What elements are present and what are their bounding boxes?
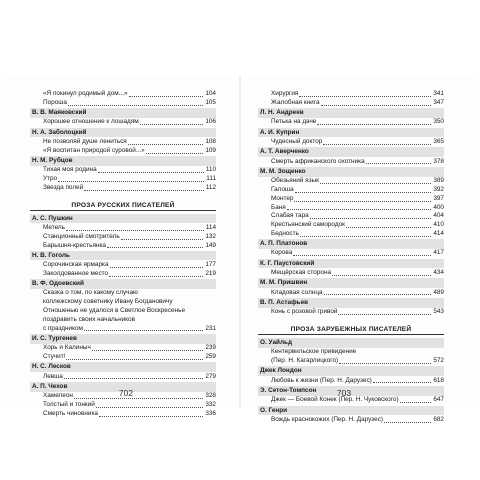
entry-page-number: 108: [205, 137, 216, 145]
toc-entry: [30, 270, 216, 279]
entry-page-number: 365: [433, 137, 444, 145]
entry-page-number: 259: [205, 353, 216, 361]
toc-entry: [258, 195, 444, 204]
entry-title: Бедность: [271, 229, 299, 237]
leader-dots: [324, 293, 432, 295]
leader-dots: [84, 189, 204, 191]
toc-entry: [258, 118, 444, 127]
entry-title: Корова: [271, 249, 293, 257]
leader-dots: [128, 143, 204, 145]
author-name: А. С. Пушкин: [30, 214, 216, 224]
entry-page-number: 378: [433, 157, 444, 165]
toc-entry: [30, 166, 216, 175]
entry-page-number: 417: [433, 249, 444, 257]
entry-title: Любовь к жизни (Пер. Н. Дарузес): [271, 376, 372, 384]
leader-dots: [109, 275, 203, 277]
entry-title: Хорошее отношение к лошадям: [43, 118, 139, 126]
toc-entry-line: Кентервильское привидение: [271, 348, 357, 356]
toc-entry-line: Отношенью не удалося в Светлое Воскресенье: [43, 307, 186, 315]
author-name: Э. Сетон-Томпсон: [258, 386, 444, 396]
left-page-number: 702: [118, 388, 134, 398]
toc-entry: [30, 99, 216, 108]
toc-entry: [30, 118, 216, 127]
entry-page-number: 149: [205, 241, 216, 249]
entry-page-number: 332: [205, 400, 216, 408]
entry-title: Сорочинская ярмарка: [43, 261, 109, 269]
entry-title: Конь с розовой гривой: [271, 308, 338, 316]
toc-entry: [258, 212, 444, 221]
leader-dots: [332, 274, 431, 276]
toc-entry: [258, 230, 444, 239]
leader-dots: [317, 123, 431, 125]
entry-title: Тихая моя родина: [43, 166, 97, 174]
author-name: В. В. Маяковский: [30, 108, 216, 118]
toc-entry: [258, 308, 444, 317]
entry-page-number: 177: [205, 261, 216, 269]
toc-entry: [258, 416, 444, 425]
entry-title: Джек — Боевой Конек (Пер. Н. Чуковского): [271, 396, 399, 404]
entry-title: Петька на даче: [271, 118, 317, 126]
entry-title: Галоша: [271, 185, 294, 193]
entry-page-number: 239: [205, 344, 216, 352]
toc-entry: [30, 233, 216, 242]
leader-dots: [295, 191, 432, 193]
entry-title: «Я покинул родимый дом...»: [43, 90, 128, 97]
entry-page-number: 106: [205, 118, 216, 126]
toc-entry-line: поздравить своих начальников: [43, 315, 135, 323]
leader-dots: [300, 235, 431, 237]
entry-page-number: 105: [205, 98, 216, 106]
section-heading: ПРОЗА РУССКИХ ПИСАТЕЛЕЙ: [30, 201, 216, 211]
toc-entry: [258, 138, 444, 147]
toc-entry-line: Сказка о том, по какому случаю: [43, 289, 138, 297]
toc-entry: [30, 175, 216, 184]
entry-title: Хирургия: [271, 90, 299, 97]
entry-page-number: 434: [433, 269, 444, 277]
entry-page-number: 109: [205, 146, 216, 154]
author-name: Н. М. Рубцов: [30, 156, 216, 166]
entry-title: Утро: [43, 175, 58, 183]
author-name: А. И. Куприн: [258, 128, 444, 138]
leader-dots: [339, 362, 431, 364]
toc-entry: [30, 401, 216, 410]
toc-entry: [258, 249, 444, 258]
entry-title: Толстый и тонкий: [43, 400, 95, 408]
entry-page-number: 350: [433, 118, 444, 126]
toc-entry: [258, 289, 444, 298]
entry-page-number: 336: [205, 409, 216, 417]
entry-title: Слабая тара: [271, 212, 309, 220]
author-name: М. М. Пришвин: [258, 278, 444, 288]
leader-dots: [321, 104, 432, 106]
leader-dots: [400, 401, 432, 403]
author-name: О. Генри: [258, 406, 444, 416]
toc-entry: [30, 242, 216, 251]
toc-entry: [258, 158, 444, 167]
entry-title: Чудесный доктор: [271, 137, 323, 145]
leader-dots: [146, 152, 204, 154]
entry-title: Метель: [43, 223, 65, 231]
entry-page-number: 543: [433, 308, 444, 316]
entry-title: Пороша: [43, 98, 67, 106]
author-name: А. Т. Аверченко: [258, 147, 444, 157]
leader-dots: [96, 406, 204, 408]
entry-page-number: 389: [433, 177, 444, 185]
leader-dots: [84, 329, 203, 331]
entry-title: Кладовая солнца: [271, 288, 323, 296]
toc-entry: [258, 377, 444, 386]
right-page-contents: [258, 90, 444, 425]
entry-page-number: 111: [206, 175, 216, 183]
leader-dots: [293, 254, 431, 256]
toc-entry: [258, 177, 444, 186]
entry-title: Вождь краснокожих (Пер. Н. Дарузес): [271, 415, 384, 423]
leader-dots: [310, 217, 432, 219]
toc-entry: [258, 357, 444, 366]
toc-entry: [30, 261, 216, 270]
right-page-number: 703: [336, 388, 352, 398]
entry-title: Жалобная книга: [271, 98, 320, 106]
leader-dots: [366, 162, 432, 164]
book-gutter: [239, 76, 241, 408]
leader-dots: [107, 246, 203, 248]
author-name: К. Г. Паустовский: [258, 259, 444, 269]
toc-entry: [258, 99, 444, 108]
leader-dots: [68, 104, 203, 106]
toc-entry: [258, 221, 444, 230]
entry-title: Заколдованное место: [43, 269, 109, 277]
toc-entry: [258, 90, 444, 99]
entry-page-number: 347: [433, 98, 444, 106]
entry-title: (Пер. Н. Кагарлицкого): [271, 356, 339, 364]
toc-entry: [30, 373, 216, 382]
author-name: И. С. Тургенев: [30, 334, 216, 344]
entry-title: Хамелеон: [43, 392, 73, 400]
entry-page-number: 618: [433, 376, 444, 384]
entry-title: Крестьянский самородок: [271, 221, 345, 229]
toc-entry: [30, 184, 216, 193]
leader-dots: [64, 377, 204, 379]
leader-dots: [320, 182, 431, 184]
entry-title: Баня: [271, 203, 286, 211]
entry-title: Не позволяй душе лениться: [43, 137, 127, 145]
entry-page-number: 647: [433, 396, 444, 404]
entry-page-number: 231: [205, 324, 216, 332]
author-name: В. Ф. Одоевский: [30, 279, 216, 289]
toc-entry: [258, 204, 444, 213]
toc-entry: [30, 147, 216, 156]
leader-dots: [384, 421, 431, 423]
leader-dots: [346, 226, 431, 228]
entry-page-number: 132: [205, 232, 216, 240]
entry-page-number: 341: [433, 90, 444, 97]
entry-page-number: 392: [433, 185, 444, 193]
toc-entry: [30, 138, 216, 147]
entry-page-number: 112: [205, 183, 216, 191]
toc-entry: [258, 186, 444, 195]
left-page-contents: [30, 90, 216, 419]
leader-dots: [99, 415, 203, 417]
leader-dots: [338, 313, 431, 315]
entry-page-number: 682: [433, 415, 444, 423]
entry-title: Смерть африканского охотника: [271, 157, 365, 165]
leader-dots: [294, 200, 431, 202]
leader-dots: [373, 381, 432, 383]
entry-title: Стучит!: [43, 353, 66, 361]
entry-page-number: 489: [433, 288, 444, 296]
entry-page-number: 404: [433, 212, 444, 220]
leader-dots: [323, 143, 431, 145]
author-name: Н. В. Гоголь: [30, 251, 216, 261]
toc-entry: [30, 90, 216, 99]
entry-page-number: 400: [433, 203, 444, 211]
entry-title: Станционный смотритель: [43, 232, 120, 240]
entry-title: Смерть чиновника: [43, 409, 98, 417]
entry-page-number: 572: [433, 356, 444, 364]
leader-dots: [287, 208, 432, 210]
toc-entry: [30, 410, 216, 419]
author-name: О. Уайльд: [258, 338, 444, 348]
entry-title: Обезьяний язык: [271, 177, 319, 185]
entry-title: Хорь и Калиныч: [43, 344, 91, 352]
toc-entry: [30, 224, 216, 233]
leader-dots: [299, 95, 431, 97]
entry-page-number: 410: [433, 221, 444, 229]
entry-page-number: 414: [433, 229, 444, 237]
entry-page-number: 397: [433, 194, 444, 202]
leader-dots: [129, 95, 204, 97]
leader-dots: [66, 229, 204, 231]
entry-page-number: 104: [205, 90, 216, 97]
entry-title: Мещёрская сторона: [271, 269, 332, 277]
entry-title: «Я воспитан природой суровой...»: [43, 146, 145, 154]
author-name: Л. Н. Андреев: [258, 108, 444, 118]
author-name: А. П. Платонов: [258, 239, 444, 249]
entry-title: Звезда полей: [43, 183, 84, 191]
entry-title: Левша: [43, 372, 63, 380]
entry-page-number: 114: [205, 223, 216, 231]
author-name: М. М. Зощенко: [258, 167, 444, 177]
toc-entry: [30, 344, 216, 353]
entry-page-number: 219: [205, 269, 216, 277]
author-name: Джек Лондон: [258, 366, 444, 376]
leader-dots: [98, 171, 204, 173]
leader-dots: [110, 266, 204, 268]
entry-title: с праздником: [43, 324, 83, 332]
toc-entry-line: коллежскому советнику Ивану Богдановичу: [43, 298, 173, 306]
leader-dots: [121, 238, 204, 240]
toc-entry: [30, 353, 216, 362]
author-name: Н. С. Лесков: [30, 362, 216, 372]
entry-page-number: 328: [205, 392, 216, 400]
leader-dots: [92, 349, 204, 351]
entry-title: Барышня-крестьянка: [43, 241, 106, 249]
leader-dots: [58, 180, 204, 182]
toc-entry: [258, 269, 444, 278]
leader-dots: [140, 123, 204, 125]
author-name: А. П. Чехов: [30, 382, 216, 392]
entry-page-number: 279: [205, 372, 216, 380]
author-name: Н. А. Заболоцкий: [30, 128, 216, 138]
section-heading: ПРОЗА ЗАРУБЕЖНЫХ ПИСАТЕЛЕЙ: [258, 325, 444, 335]
leader-dots: [66, 358, 203, 360]
author-name: В. П. Астафьев: [258, 298, 444, 308]
entry-page-number: 110: [205, 166, 216, 174]
entry-title: Монтер: [271, 194, 294, 202]
toc-entry: [30, 325, 216, 334]
